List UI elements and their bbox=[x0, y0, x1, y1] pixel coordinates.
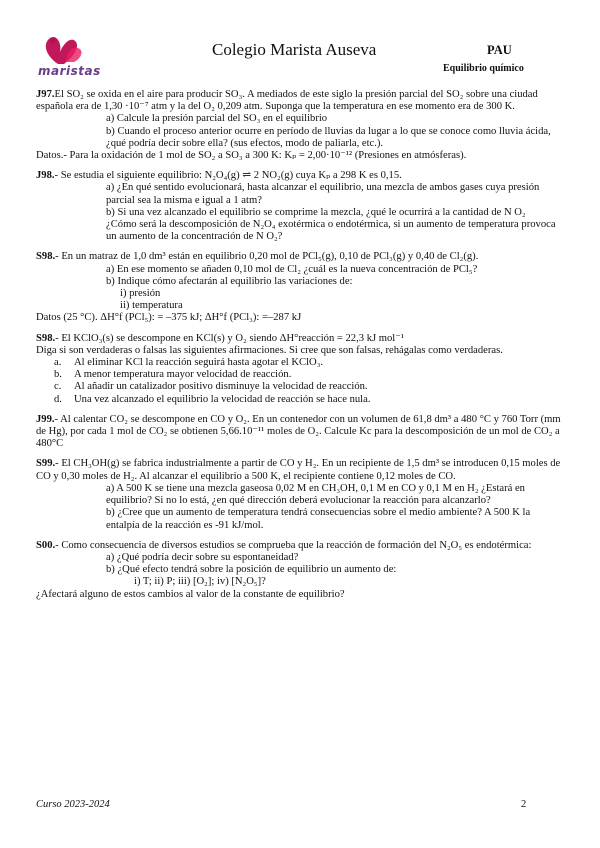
question-b: b) Indique cómo afectarán al equilibrio las variaciones de: bbox=[106, 275, 353, 287]
question-a: a) En ese momento se añaden 0,10 mol de Cl₂ ¿cuál es la nueva concentración de PCl₅? bbox=[106, 263, 478, 275]
problem-s98a bbox=[36, 251, 566, 324]
problem-code: J98. bbox=[36, 170, 55, 182]
statement-mark: b. bbox=[54, 369, 62, 381]
question-b: b) ¿Qué efecto tendrá sobre la posición de equilibrio un aumento de: bbox=[106, 564, 397, 576]
problem-j97 bbox=[36, 89, 566, 162]
problem-intro: - En un matraz de 1,0 dm³ están en equilibrio 0,20 mol de PCl₅(g), 0,10 de PCl₃(g) y 0,40 de Cl₂(g). bbox=[55, 251, 479, 263]
problem-intro: - Como consecuencia de diversos estudios se comprueba que la reacción de formación del N₂O₅ es endotérmica: bbox=[55, 539, 532, 551]
question-a: a) Calcule la presión parcial del SO₃ en el equilibrio bbox=[106, 113, 328, 125]
exam-level: PAU bbox=[487, 43, 512, 57]
question-b: b) ¿Cree que un aumento de temperatura tendrá consecuencias sobre el medio ambiente? A 500 K la entalpía de la reacción es -91 kJ/mol. bbox=[106, 507, 531, 531]
statement-mark: d. bbox=[54, 393, 62, 405]
statement-item bbox=[36, 394, 566, 406]
page-number: 2 bbox=[521, 799, 527, 810]
statement-mark: a. bbox=[54, 357, 62, 369]
sub-item-i: i) presión bbox=[120, 288, 161, 300]
statement-text: Al añadir un catalizador positivo disminuye la velocidad de reacción. bbox=[74, 381, 368, 393]
question-a: a) ¿Qué podría decir sobre su espontaneidad? bbox=[106, 551, 299, 563]
statement-item bbox=[36, 357, 566, 369]
school-name: Colegio Marista Auseva bbox=[212, 40, 377, 59]
problem-code: S98. bbox=[36, 251, 56, 263]
statement-list bbox=[36, 357, 566, 406]
question-b: b) Si una vez alcanzado el equilibrio se comprime la mezcla, ¿qué le ocurrirá a la cantidad de N O₂ bbox=[106, 206, 526, 218]
problem-j99 bbox=[36, 414, 566, 451]
statement-text: Al eliminar KCl la reacción seguirá hasta agotar el KClO₃. bbox=[74, 357, 324, 369]
question-b-continued: ¿Cómo será la descomposición de N₂O₄ exotérmica o endotérmica, si un aumento de temperatura provoca un aumento de la concentración de N O₂? bbox=[106, 219, 556, 243]
statement-item bbox=[36, 381, 566, 393]
problem-s98b bbox=[36, 333, 566, 406]
problem-intro: - El KClO₃(s) se descompone en KCl(s) y O₂ siendo ΔH°reacción = 22,3 kJ mol⁻¹ bbox=[55, 332, 405, 344]
question-a: a) ¿En qué sentido evolucionará, hasta alcanzar el equilibrio, una mezcla de ambos gases cuya presión parcial sea la misma e igual a 1 atm? bbox=[106, 182, 540, 206]
sub-item-ii: ii) temperatura bbox=[120, 300, 183, 312]
topic-title: Equilibrio químico bbox=[443, 63, 524, 74]
problem-intro: - Se estudia el siguiente equilibrio: N₂O₄(g) ⇌ 2 NO₂(g) cuya Kₚ a 298 K es 0,15. bbox=[54, 170, 402, 182]
problem-data: Datos (25 °C). ΔH°f (PCl₅): = –375 kJ; ΔH°f (PCl₃): =–287 kJ bbox=[36, 312, 302, 324]
problem-j98 bbox=[36, 170, 566, 243]
problem-code: S00. bbox=[36, 539, 56, 551]
statement-mark: c. bbox=[54, 381, 62, 393]
problem-intro: El SO₂ se oxida en el aire para producir SO₃. A mediados de este siglo la presión parcial del SO₂ sobre una ciudad española era de 1,30 ·10⁻⁷ atm y la del O₂ 0,209 atm. Suponga que la temperatura en ese momento era de 300 K. bbox=[36, 89, 538, 113]
statement-item bbox=[36, 369, 566, 381]
problem-code: J99. bbox=[36, 413, 55, 425]
problem-question: Diga si son verdaderas o falsas las siguientes afirmaciones. Si cree que son falsas, rehágalas como verdaderas. bbox=[36, 344, 503, 356]
statement-text: Una vez alcanzado el equilibrio la velocidad de reacción se hace nula. bbox=[74, 393, 371, 405]
problem-code: S99. bbox=[36, 458, 56, 470]
problem-intro: - El CH₃OH(g) se fabrica industrialmente a partir de CO y H₂. En un recipiente de 1,5 dm³ se introducen 0,15 moles de CO y 0,30 moles de H₂. Al alcanzar el equilibrio a 500 K, el recipiente contiene 0,12 moles de CO. bbox=[36, 458, 561, 482]
problem-s00 bbox=[36, 540, 566, 601]
problem-code: J97. bbox=[36, 89, 55, 100]
question-b: b) Cuando el proceso anterior ocurre en período de lluvias da lugar a lo que se conoce como lluvia ácida, ¿qué podría decir sobre ella? (sus efectos, modo de paliarla, etc.). bbox=[106, 125, 551, 149]
question-options: i) T; ii) P; iii) [O₂]; iv) [N₂O₅]? bbox=[134, 576, 266, 588]
problem-data: Datos.- Para la oxidación de 1 mol de SO₂ a SO₃ a 300 K: Kₚ = 2,00·10⁻¹² (Presiones en atmósferas). bbox=[36, 150, 467, 162]
closing-question: ¿Afectará alguno de estos cambios al valor de la constante de equilibrio? bbox=[36, 588, 345, 600]
problems-list bbox=[36, 89, 566, 609]
course-label: Curso 2023-2024 bbox=[36, 799, 110, 810]
problem-code: S98. bbox=[36, 332, 56, 344]
logo-wordmark: maristas bbox=[38, 64, 101, 78]
problem-intro: - Al calentar CO₂ se descompone en CO y O₂. En un contenedor con un volumen de 61,8 dm³ a 480 °C y 760 Torr (mm de Hg), por cada 1 mol de CO₂ se obtienen 5,66.10⁻¹¹ moles de O₂. Calcule Kc para la descomposición de un mol de CO₂ a 480°C bbox=[36, 413, 561, 450]
statement-text: A menor temperatura mayor velocidad de reacción. bbox=[74, 369, 292, 381]
problem-s99 bbox=[36, 458, 566, 531]
question-a: a) A 500 K se tiene una mezcla gaseosa 0,02 M en CH₃OH, 0,1 M en CO y 0,1 M en H₂ ¿Estará en equilibrio? Si no lo está, ¿en qué dirección deberá evolucionar la reacción para alcanzarlo? bbox=[106, 482, 525, 507]
